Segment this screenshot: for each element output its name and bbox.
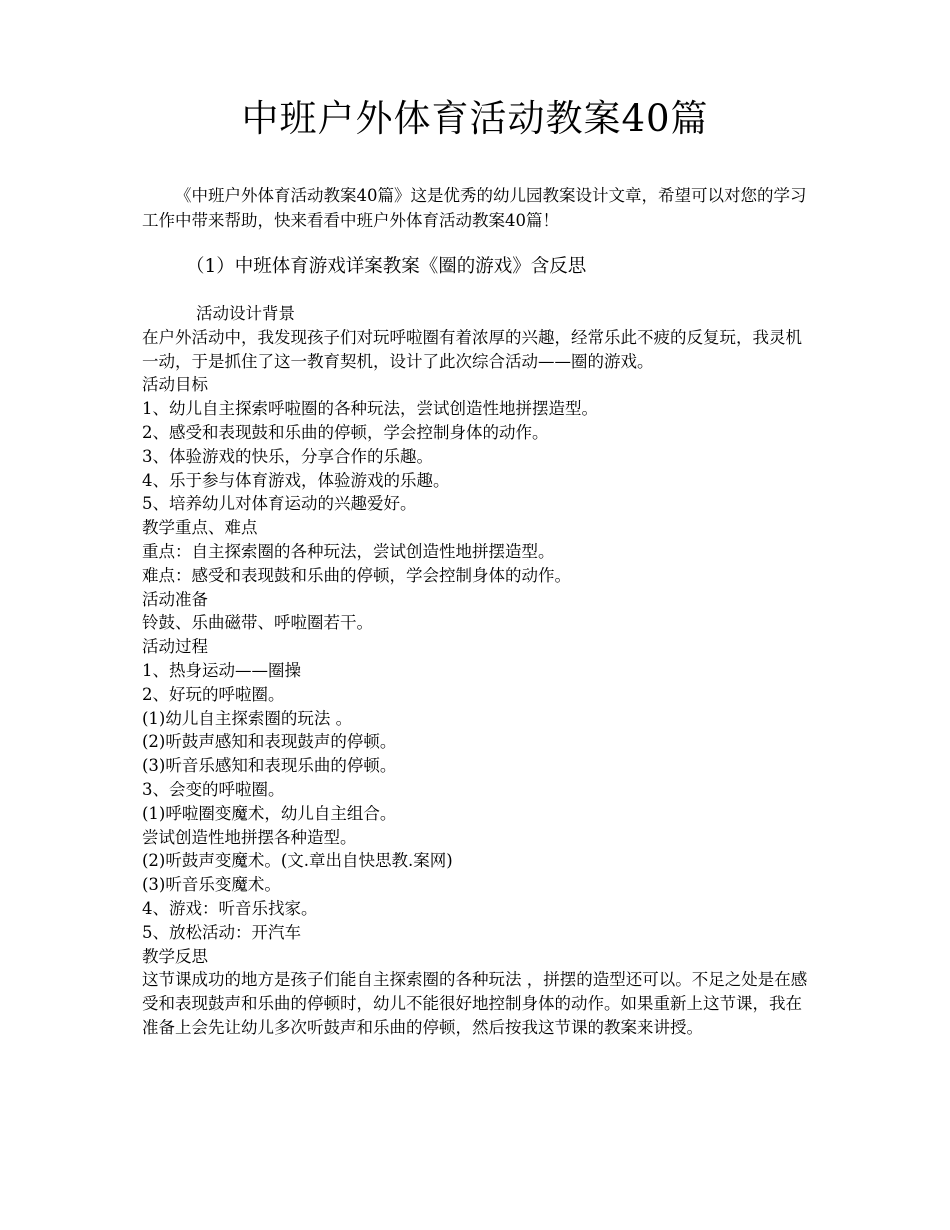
content-line: 尝试创造性地拼摆各种造型。 bbox=[142, 827, 357, 847]
content-line: 重点：自主探索圈的各种玩法，尝试创造性地拼摆造型。 bbox=[142, 541, 555, 561]
page-title: 中班户外体育活动教案40篇 bbox=[241, 97, 709, 140]
section-heading: （1）中班体育游戏详案教案《圈的游戏》含反思 bbox=[186, 256, 587, 277]
content-line: 铃鼓、乐曲磁带、呼啦圈若干。 bbox=[142, 613, 373, 633]
content-line: 5、培养幼儿对体育运动的兴趣爱好。 bbox=[142, 494, 417, 514]
content-line: 2、好玩的呼啦圈。 bbox=[142, 684, 285, 704]
content-line: 1、热身运动——圈操 bbox=[142, 660, 301, 680]
content-line: (3)听音乐变魔术。 bbox=[142, 875, 281, 895]
background-heading: 活动设计背景 bbox=[196, 304, 295, 323]
content-line: 难点：感受和表现鼓和乐曲的停顿，学会控制身体的动作。 bbox=[142, 565, 571, 585]
content-line: (1)幼儿自主探索圈的玩法 。 bbox=[142, 708, 353, 728]
content-line: 活动目标 bbox=[142, 375, 208, 395]
content-line: (2)听鼓声感知和表现鼓声的停顿。 bbox=[142, 732, 397, 752]
intro-paragraph: 《中班户外体育活动教案40篇》这是优秀的幼儿园教案设计文章，希望可以对您的学习工作中带来帮助，快来看看中班户外体育活动教案40篇！ bbox=[142, 186, 807, 230]
content-line: 3、体验游戏的快乐，分享合作的乐趣。 bbox=[142, 446, 433, 466]
content-line: 3、会变的呼啦圈。 bbox=[142, 779, 285, 799]
content-line: (1)呼啦圈变魔术，幼儿自主组合。 bbox=[142, 803, 397, 823]
content-line: 2、感受和表现鼓和乐曲的停顿，学会控制身体的动作。 bbox=[142, 422, 549, 442]
background-paragraph: 在户外活动中，我发现孩子们对玩呼啦圈有着浓厚的兴趣，经常乐此不疲的反复玩，我灵机一动，于是抓住了这一教育契机，设计了此次综合活动——圈的游戏。 bbox=[142, 327, 802, 371]
lesson-content bbox=[142, 302, 817, 1040]
content-line: 教学反思 bbox=[142, 946, 208, 966]
content-line: 活动准备 bbox=[142, 589, 208, 609]
content-line: 1、幼儿自主探索呼啦圈的各种玩法，尝试创造性地拼摆造型。 bbox=[142, 399, 598, 419]
content-line: (3)听音乐感知和表现乐曲的停顿。 bbox=[142, 756, 397, 776]
content-line: (2)听鼓声变魔术。(文.章出自快思教.案网) bbox=[142, 851, 453, 871]
content-line: 5、放松活动：开汽车 bbox=[142, 922, 301, 942]
content-line: 4、乐于参与体育游戏，体验游戏的乐趣。 bbox=[142, 470, 450, 490]
content-line: 4、游戏：听音乐找家。 bbox=[142, 898, 318, 918]
content-line: 活动过程 bbox=[142, 637, 208, 657]
content-line: 教学重点、难点 bbox=[142, 518, 258, 538]
reflection-paragraph: 这节课成功的地方是孩子们能自主探索圈的各种玩法 ，拼摆的造型还可以。不足之处是在感受和表现鼓声和乐曲的停顿时，幼儿不能很好地控制身体的动作。如果重新上这节课，我在准备上会先让幼儿多次听鼓声和乐曲的停顿，然后按我这节课的教案来讲授。 bbox=[142, 970, 808, 1037]
